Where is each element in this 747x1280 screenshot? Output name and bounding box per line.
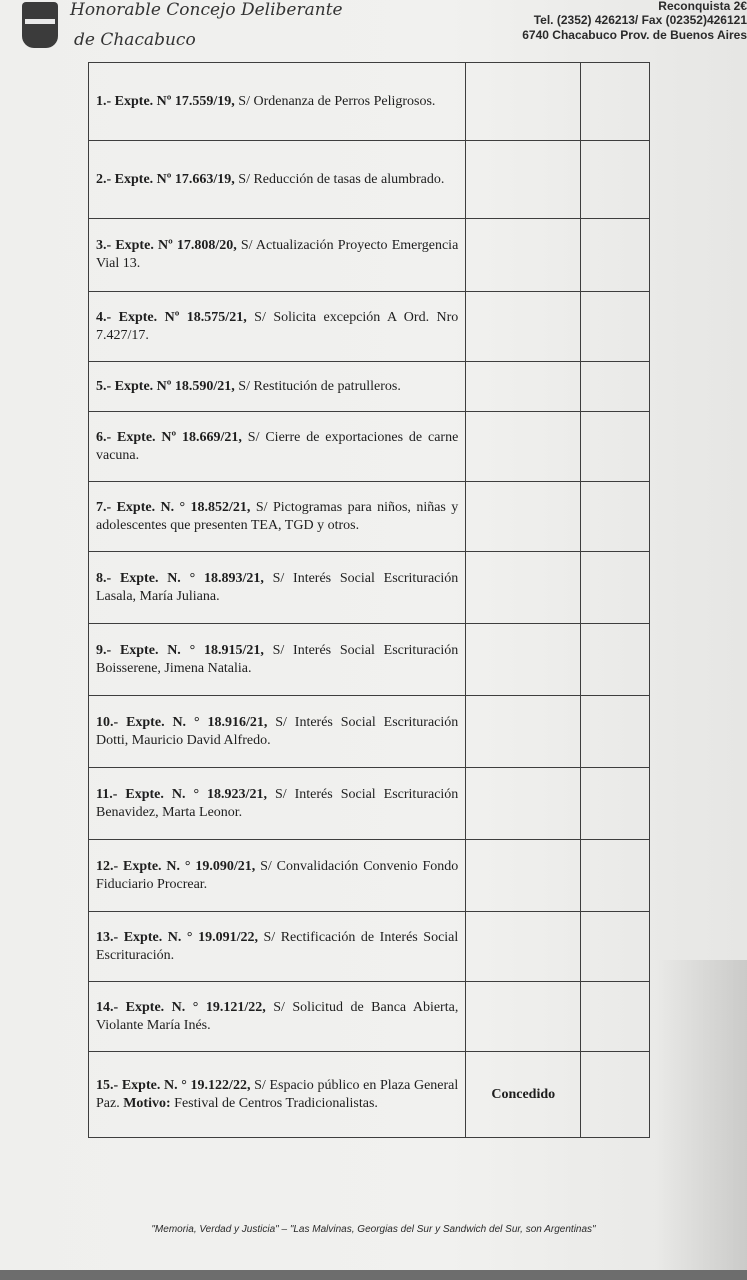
item-subject: S/ Convalidación Convenio Fondo Fiduciario Procrear.	[96, 858, 459, 892]
item-subject: S/ Cierre de exportaciones de carne vacuna.	[96, 429, 459, 463]
expediente-number: Expte. N. ° 18.916/21,	[126, 714, 268, 730]
item-description	[89, 1052, 466, 1138]
expediente-number: Expte. Nº 17.663/19,	[114, 171, 235, 187]
item-description	[89, 362, 466, 412]
expediente-number: Expte. N. ° 18.852/21,	[116, 499, 251, 515]
item-status	[466, 362, 581, 412]
expediente-number: Expte. N. ° 18.915/21,	[119, 642, 264, 658]
item-number: 5.-	[96, 378, 112, 394]
item-number: 2.-	[96, 171, 112, 187]
item-number: 3.-	[96, 238, 112, 253]
expediente-number: Expte. N. ° 19.121/22,	[125, 999, 266, 1015]
contact-phone: Tel. (2352) 426213/ Fax (02352)426121	[533, 13, 747, 27]
item-number: 8.-	[96, 570, 112, 586]
item-number: 7.-	[96, 499, 112, 515]
agenda-row	[89, 624, 650, 696]
agenda-row	[89, 362, 650, 412]
item-subject: S/ Solicita excepción A Ord. Nro 7.427/17.	[96, 309, 459, 343]
item-subject: S/ Interés Social Escrituración Dotti, Mauricio David Alfredo.	[96, 714, 459, 748]
item-subject: S/ Interés Social Escrituración Lasala, María Juliana.	[96, 570, 459, 604]
item-status	[466, 141, 581, 219]
item-number: 4.-	[96, 309, 112, 325]
agenda-row	[89, 840, 650, 912]
item-number: 14.-	[96, 999, 119, 1015]
item-description	[89, 696, 466, 768]
item-subject: S/ Solicitud de Banca Abierta, Violante María Inés.	[96, 999, 459, 1033]
item-description	[89, 840, 466, 912]
item-extra-cell	[581, 219, 650, 292]
agenda-row	[89, 696, 650, 768]
item-number: 15.-	[96, 1077, 119, 1093]
agenda-row	[89, 219, 650, 292]
item-status	[466, 412, 581, 482]
item-subject: S/ Ordenanza de Perros Peligrosos.	[238, 93, 436, 109]
expediente-number: Expte. N. ° 18.893/21,	[119, 570, 264, 586]
expediente-number: Expte. Nº 17.559/19,	[114, 93, 235, 109]
item-number: 10.-	[96, 714, 119, 730]
item-subject: S/ Rectificación de Interés Social Escrituración.	[96, 929, 459, 963]
agenda-row	[89, 912, 650, 982]
item-extra-cell	[581, 840, 650, 912]
item-status	[466, 912, 581, 982]
item-subject: S/ Espacio público en Plaza General Paz.	[96, 1077, 459, 1111]
item-number: 12.-	[96, 858, 119, 874]
item-status	[466, 552, 581, 624]
agenda-row	[89, 63, 650, 141]
item-status	[466, 292, 581, 362]
item-extra-cell	[581, 1052, 650, 1138]
item-extra-cell	[581, 292, 650, 362]
item-number: 9.-	[96, 642, 112, 658]
item-extra-cell	[581, 412, 650, 482]
item-extra-cell	[581, 982, 650, 1052]
item-extra-cell	[581, 768, 650, 840]
item-status	[466, 696, 581, 768]
item-extra-cell	[581, 141, 650, 219]
item-subject: S/ Interés Social Escrituración Benavidez, Marta Leonor.	[96, 786, 459, 820]
item-number: 13.-	[96, 929, 119, 945]
item-description	[89, 412, 466, 482]
item-number: 11.-	[96, 786, 118, 802]
agenda-row	[89, 982, 650, 1052]
item-subject: S/ Restitución de patrulleros.	[238, 378, 401, 394]
item-subject: S/ Pictogramas para niños, niñas y adolescentes que presenten TEA, TGD y otros.	[96, 499, 459, 533]
item-status	[466, 982, 581, 1052]
item-description	[89, 912, 466, 982]
agenda-table	[88, 62, 650, 1138]
item-status	[466, 768, 581, 840]
contact-address: Reconquista 2€	[658, 0, 747, 13]
item-description	[89, 219, 466, 292]
item-description	[89, 141, 466, 219]
expediente-number: Expte. N. ° 19.122/22,	[121, 1077, 251, 1093]
motivo-label: Motivo:	[123, 1095, 171, 1111]
agenda-row	[89, 768, 650, 840]
expediente-number: Expte. Nº 17.808/20,	[115, 238, 237, 253]
agenda-row	[89, 412, 650, 482]
item-status	[466, 840, 581, 912]
item-subject: S/ Actualización Proyecto Emergencia Vial 13.	[96, 238, 459, 271]
council-name-line1: Honorable Concejo Deliberante	[70, 0, 343, 20]
motivo-text: Festival de Centros Tradicionalistas.	[174, 1095, 378, 1111]
expediente-number: Expte. N. ° 19.090/21,	[123, 858, 256, 874]
contact-city: 6740 Chacabuco Prov. de Buenos Aires	[522, 28, 747, 42]
item-description	[89, 63, 466, 141]
item-number: 6.-	[96, 429, 112, 445]
page-shadow	[657, 960, 747, 1280]
item-extra-cell	[581, 912, 650, 982]
item-description	[89, 552, 466, 624]
item-extra-cell	[581, 552, 650, 624]
agenda-row	[89, 482, 650, 552]
agenda-row	[89, 292, 650, 362]
expediente-number: Expte. N. ° 19.091/22,	[123, 929, 258, 945]
page-bottom-edge	[0, 1270, 747, 1280]
agenda-row	[89, 1052, 650, 1138]
council-seal-icon	[22, 2, 58, 48]
item-extra-cell	[581, 624, 650, 696]
item-description	[89, 624, 466, 696]
footer-slogan: "Memoria, Verdad y Justicia" – "Las Malvinas, Georgias del Sur y Sandwich del Sur, son Argentinas"	[151, 1224, 596, 1235]
item-status	[466, 63, 581, 141]
item-description	[89, 768, 466, 840]
item-description	[89, 482, 466, 552]
expediente-number: Expte. Nº 18.590/21,	[114, 378, 235, 394]
item-status: Concedido	[466, 1052, 581, 1138]
item-extra-cell	[581, 63, 650, 141]
item-extra-cell	[581, 696, 650, 768]
agenda-row	[89, 141, 650, 219]
council-name-line2: de Chacabuco	[74, 30, 196, 50]
item-description	[89, 982, 466, 1052]
expediente-number: Expte. Nº 18.575/21,	[118, 309, 247, 325]
item-extra-cell	[581, 482, 650, 552]
expediente-number: Expte. Nº 18.669/21,	[117, 429, 242, 445]
item-description	[89, 292, 466, 362]
item-extra-cell	[581, 362, 650, 412]
item-status	[466, 482, 581, 552]
agenda-row	[89, 552, 650, 624]
item-number: 1.-	[96, 93, 112, 109]
item-subject: S/ Reducción de tasas de alumbrado.	[238, 171, 445, 187]
item-status	[466, 219, 581, 292]
expediente-number: Expte. N. ° 18.923/21,	[125, 786, 267, 802]
item-status	[466, 624, 581, 696]
item-subject: S/ Interés Social Escrituración Boisserene, Jimena Natalia.	[96, 642, 459, 676]
